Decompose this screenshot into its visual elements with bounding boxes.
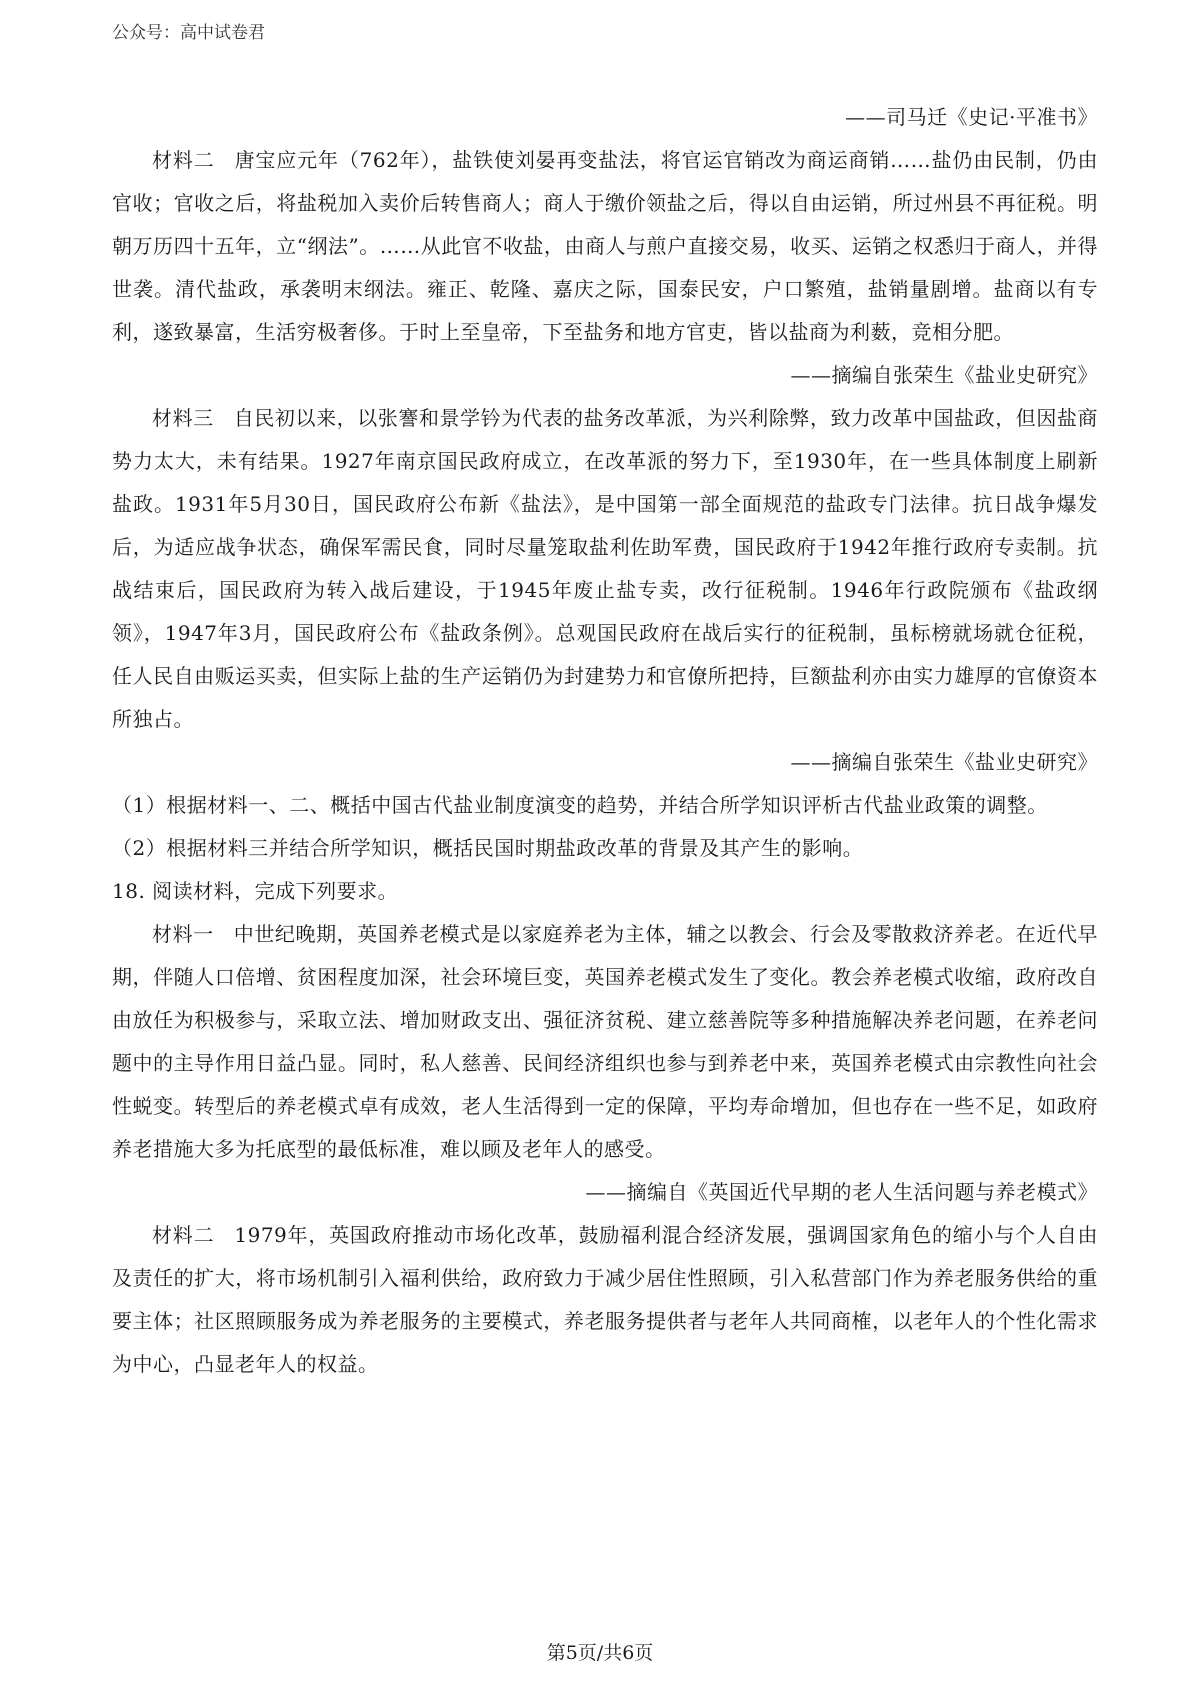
q18-material-2: [112, 1214, 1098, 1386]
q17-subquestion-2: （2）根据材料三并结合所学知识，概括民国时期盐政改革的背景及其产生的影响。: [112, 836, 864, 860]
source-citation-3: ——摘编自张荣生《盐业史研究》: [790, 750, 1098, 774]
q17-subquestion-1: （1）根据材料一、二、概括中国古代盐业制度演变的趋势，并结合所学知识评析古代盐业政策的调整。: [112, 793, 1048, 817]
q18-material-1: [112, 913, 1098, 1171]
material-text: 中世纪晚期，英国养老模式是以家庭养老为主体，辅之以教会、行会及零散救济养老。在近代早期，伴随人口倍增、贫困程度加深，社会环境巨变，英国养老模式发生了变化。教会养老模式收缩，政府改自由放任为积极参与，采取立法、增加财政支出、强征济贫税、建立慈善院等多种措施解决养老问题，在养老问题中的主导作用日益凸显。同时，私人慈善、民间经济组织也参与到养老中来，英国养老模式由宗教性向社会性蜕变。转型后的养老模式卓有成效，老人生活得到一定的保障，平均寿命增加，但也存在一些不足，如政府养老措施大多为托底型的最低标准，难以顾及老年人的感受。: [112, 922, 1099, 1161]
material-label: 材料二: [152, 148, 215, 172]
header-note: 公众号：高中试卷君: [112, 23, 265, 43]
source-citation-4: ——摘编自《英国近代早期的老人生活问题与养老模式》: [585, 1180, 1098, 1204]
page-number: 第5页/共6页: [546, 1642, 654, 1664]
source-citation-1: ——司马迁《史记·平准书》: [845, 105, 1098, 129]
page-content: [112, 96, 1098, 1386]
material-label: 材料三: [152, 406, 214, 430]
material-text: 唐宝应元年（762年），盐铁使刘晏再变盐法，将官运官销改为商运商销……盐仍由民制，仍由官收；官收之后，将盐税加入卖价后转售商人；商人于缴价领盐之后，得以自由运销，所过州县不再征税。明朝万历四十五年，立“纲法”。……从此官不收盐，由商人与煎户直接交易，收买、运销之权悉归于商人，并得世袭。清代盐政，承袭明末纲法。雍正、乾隆、嘉庆之际，国泰民安，户口繁殖，盐销量剧增。盐商以有专利，遂致暴富，生活穷极奢侈。于时上至皇帝，下至盐务和地方官吏，皆以盐商为利薮，竞相分肥。: [112, 148, 1098, 344]
material-label: 材料一: [152, 922, 214, 946]
source-citation-2: ——摘编自张荣生《盐业史研究》: [790, 363, 1098, 387]
material-text: 自民初以来，以张謇和景学钤为代表的盐务改革派，为兴利除弊，致力改革中国盐政，但因盐商势力太大，未有结果。1927年南京国民政府成立，在改革派的努力下，至1930年，在一些具体制度上刷新盐政。1931年5月30日，国民政府公布新《盐法》，是中国第一部全面规范的盐政专门法律。抗日战争爆发后，为适应战争状态，确保军需民食，同时尽量笼取盐利佐助军费，国民政府于1942年推行政府专卖制。抗战结束后，国民政府为转入战后建设，于1945年废止盐专卖，改行征税制。1946年行政院颁布《盐政纲领》，1947年3月，国民政府公布《盐政条例》。总观国民政府在战后实行的征税制，虽标榜就场就仓征税，任人民自由贩运买卖，但实际上盐的生产运销仍为封建势力和官僚所把持，巨额盐利亦由实力雄厚的官僚资本所独占。: [112, 406, 1099, 731]
q18-title: 18. 阅读材料，完成下列要求。: [112, 879, 399, 903]
material-label: 材料二: [152, 1223, 215, 1247]
q17-material-2: [112, 139, 1098, 354]
material-text: 1979年，英国政府推动市场化改革，鼓励福利混合经济发展，强调国家角色的缩小与个人自由及责任的扩大，将市场机制引入福利供给，政府致力于减少居住性照顾，引入私营部门作为养老服务供给的重要主体；社区照顾服务成为养老服务的主要模式，养老服务提供者与老年人共同商榷，以老年人的个性化需求为中心，凸显老年人的权益。: [112, 1223, 1099, 1376]
q17-material-3: [112, 397, 1098, 741]
